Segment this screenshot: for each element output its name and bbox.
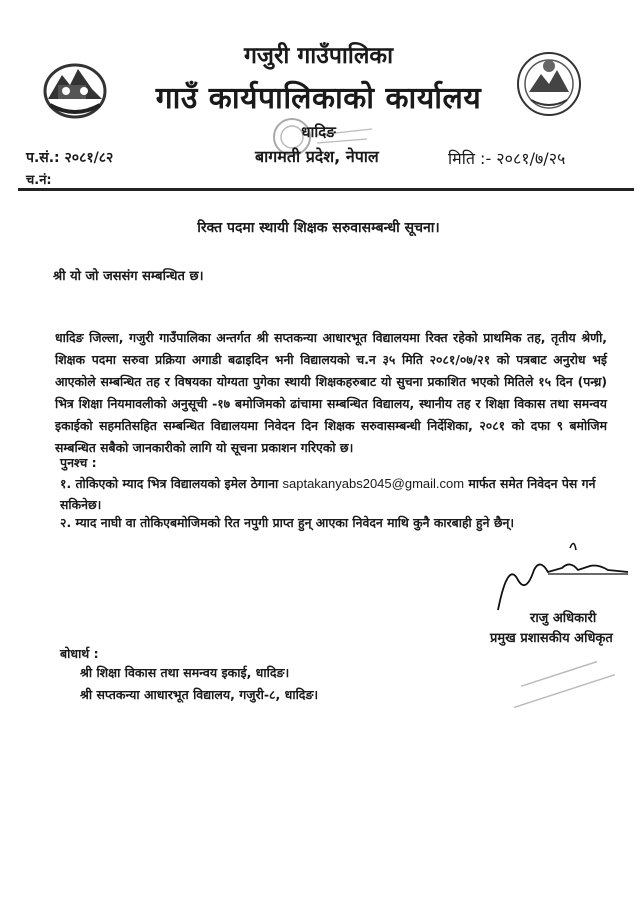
notice-subject: रिक्त पदमा स्थायी शिक्षक सरुवासम्बन्धी सूचना। <box>197 220 440 236</box>
org-name: गजुरी गाउँपालिका <box>243 43 394 69</box>
province-line: बागमती प्रदेश, नेपाल <box>255 147 379 166</box>
reference-number: प.सं.: २०८१/८२ <box>26 150 114 166</box>
district-name: धादिङ <box>301 123 336 141</box>
postscript-item-1 <box>60 473 612 515</box>
postscript-heading: पुनश्च : <box>60 455 97 470</box>
office-name: गाउँ कार्यपालिकाको कार्यालय <box>155 81 482 116</box>
cc-item-1: श्री शिक्षा विकास तथा समन्वय इकाई, धादिङ। <box>80 665 290 680</box>
dispatch-number: च.नं: <box>26 173 52 188</box>
postscript-item-1-text: १. तोकिएको म्याद भित्र विद्यालयको इमेल ठेगाना <box>60 476 279 491</box>
signatory-name: राजु अधिकारी <box>530 611 597 626</box>
postscript-item-2: २. म्याद नाघी वा तोकिएबमोजिमको रित नपुगी प्राप्त हुन् आएका निवेदन माथि कुनै कारबाही हुने छैन्। <box>60 515 515 530</box>
signatory-title: प्रमुख प्रशासकीय अधिकृत <box>490 631 613 646</box>
addressee-line: श्री यो जो जससंग सम्बन्धित छ। <box>53 269 204 284</box>
notice-body: धादिङ जिल्ला, गजुरी गाउँपालिका अन्तर्गत श्री सप्तकन्या आधारभूत विद्यालयमा रिक्त रहेको प्राथमिक तह, तृतीय श्रेणी, शिक्षक पदमा सरुवा प्रक्रिया अगाडी बढाइदिन भनी विद्यालयको च.न ३५ मिति २०८१/०७/२१ को पत्रबाट अनुरोध भई आएकोले सम्बन्धित तह र विषयका योग्यता पुगेका स्थायी शिक्षकहरुबाट यो सुचना प्रकाशित भएको मितिले १५ दिन (पन्ध्र) भित्र शिक्षा नियमावलीको अनुसूची -१७ बमोजिमको ढांचामा सम्बन्धित विद्यालय, स्थानीय तह र शिक्षा विकास तथा समन्वय इकाईको सहमतिसहित सम्बन्धित विद्यालयमा निवेदन दिन शिक्षक सरुवासम्बन्धी निर्देशिका, २०८१ को दफा ९ बमोजिम सम्बन्धित सबैको जानकारीको लागि यो सूचना प्रकाशन गरिएको छ। <box>55 330 607 455</box>
letter-date: मिति :- २०८१/७/२५ <box>448 149 566 168</box>
cc-item-2: श्री सप्तकन्या आधारभूत विद्यालय, गजुरी-८, धादिङ। <box>80 687 319 702</box>
cc-heading: बोधार्थ : <box>60 646 99 661</box>
signature-icon <box>478 520 637 620</box>
name-stamp-icon <box>496 645 631 715</box>
postscript-item-1-tail: मार्फत समेत निवेदन पेस गर्न सकिनेछ। <box>60 476 596 512</box>
header-divider <box>18 188 634 191</box>
school-email: saptakanyabs2045@gmail.com <box>282 476 465 491</box>
